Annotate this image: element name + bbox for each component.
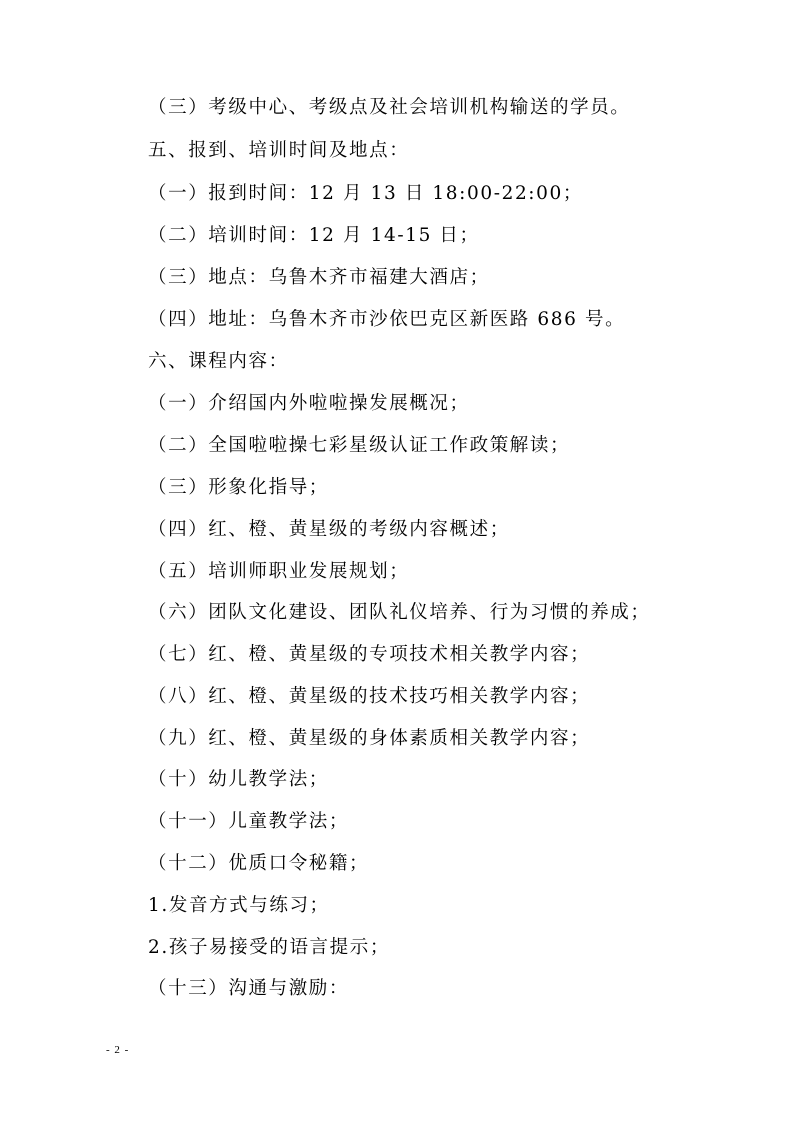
text-line-3: （一）报到时间：12 月 13 日 18:00-22:00； [148, 183, 583, 204]
text-line-11: （四）红、橙、黄星级的考级内容概述； [148, 519, 510, 540]
text-line-15: （八）红、橙、黄星级的技术技巧相关教学内容； [148, 686, 591, 707]
text-line-8: （一）介绍国内外啦啦操发展概况； [148, 393, 470, 414]
text-line-16: （九）红、橙、黄星级的身体素质相关教学内容； [148, 728, 591, 749]
text-line-9: （二）全国啦啦操七彩星级认证工作政策解读； [148, 435, 571, 456]
text-line-10: （三）形象化指导； [148, 477, 329, 498]
text-line-1: （三）考级中心、考级点及社会培训机构输送的学员。 [148, 97, 631, 118]
text-line-6: （四）地址：乌鲁木齐市沙依巴克区新医路 686 号。 [148, 309, 626, 330]
section-heading-6: 六、课程内容： [148, 351, 289, 372]
page-number: - 2 - [106, 1044, 130, 1056]
text-line-22: （十三）沟通与激励： [148, 978, 350, 999]
text-line-18: （十一）儿童教学法； [148, 811, 350, 832]
text-line-19: （十二）优质口令秘籍； [148, 853, 370, 874]
text-line-17: （十）幼儿教学法； [148, 769, 329, 790]
section-heading-5: 五、报到、培训时间及地点： [148, 140, 410, 161]
text-line-4: （二）培训时间：12 月 14-15 日； [148, 225, 480, 246]
text-line-12: （五）培训师职业发展规划； [148, 561, 410, 582]
text-line-5: （三）地点：乌鲁木齐市福建大酒店； [148, 267, 490, 288]
text-line-13: （六）团队文化建设、团队礼仪培养、行为习惯的养成； [148, 602, 651, 623]
text-line-21: 2.孩子易接受的语言提示； [148, 937, 390, 958]
text-line-14: （七）红、橙、黄星级的专项技术相关教学内容； [148, 644, 591, 665]
text-line-20: 1.发音方式与练习； [148, 895, 330, 916]
